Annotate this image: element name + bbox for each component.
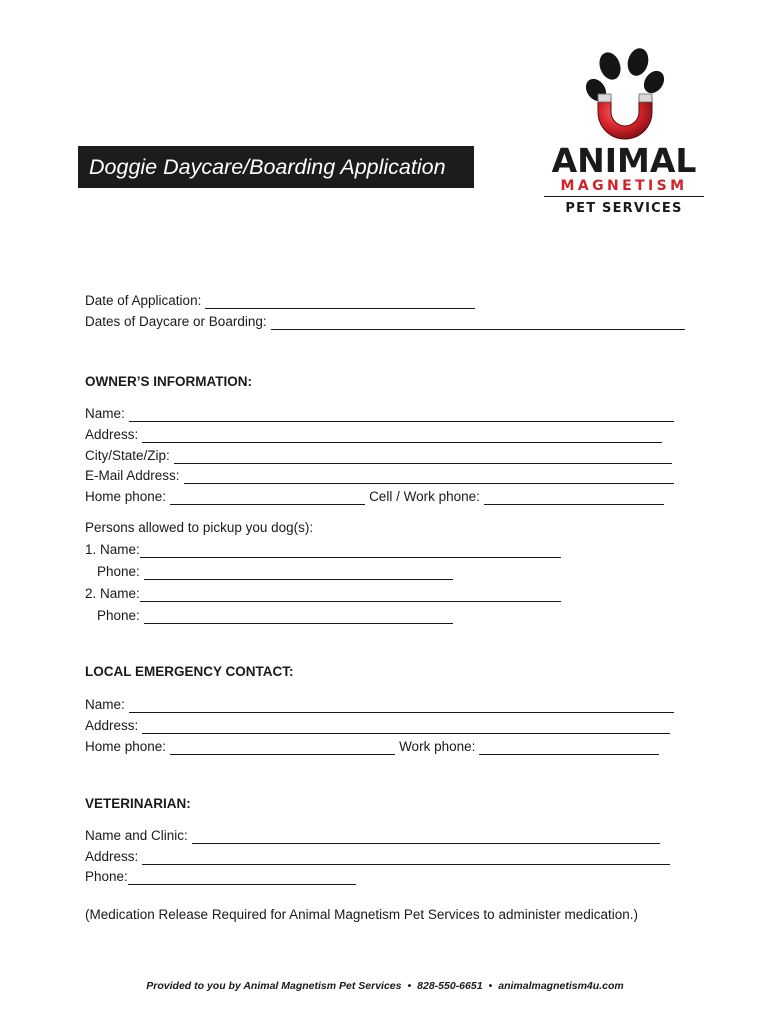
- vet-name-field[interactable]: [192, 830, 660, 844]
- owner-home-phone-field[interactable]: [170, 491, 365, 505]
- dates-of-care-label: Dates of Daycare or Boarding:: [85, 314, 267, 329]
- emergency-work-phone-field[interactable]: [479, 741, 659, 755]
- footer-bullet-2: •: [488, 980, 493, 992]
- form-title: Doggie Daycare/Boarding Application: [78, 146, 474, 188]
- vet-phone-row: [85, 868, 356, 885]
- emergency-address-row: [85, 717, 670, 734]
- vet-name-label: Name and Clinic:: [85, 828, 188, 843]
- footer-phone: 828-550-6651: [417, 980, 483, 992]
- owner-name-label: Name:: [85, 406, 125, 421]
- owner-city-label: City/State/Zip:: [85, 448, 170, 463]
- emergency-address-label: Address:: [85, 718, 139, 733]
- vet-phone-field[interactable]: [128, 871, 356, 885]
- pickup-name2-field[interactable]: [140, 588, 561, 602]
- vet-address-row: [85, 848, 670, 865]
- emergency-home-phone-field[interactable]: [170, 741, 395, 755]
- owner-heading: OWNER’S INFORMATION:: [85, 374, 252, 389]
- brand-tagline: PET SERVICES: [565, 201, 683, 216]
- owner-name-field[interactable]: [129, 408, 674, 422]
- vet-address-label: Address:: [85, 849, 139, 864]
- pickup-name2-label: 2. Name:: [85, 586, 140, 601]
- owner-name-row: [85, 405, 674, 422]
- vet-address-field[interactable]: [142, 851, 670, 865]
- emergency-name-field[interactable]: [129, 699, 674, 713]
- owner-city-row: [85, 447, 672, 464]
- owner-address-row: [85, 426, 662, 443]
- emergency-phone-row: [85, 738, 659, 755]
- owner-address-field[interactable]: [142, 429, 662, 443]
- pickup-name1-field[interactable]: [140, 544, 561, 558]
- pickup-phone1-label: Phone:: [97, 564, 140, 579]
- pickup-phone1-field[interactable]: [144, 566, 453, 580]
- pickup-heading-row: [85, 519, 313, 536]
- brand-name: ANIMAL: [551, 141, 697, 180]
- pickup-name1-row: [85, 541, 561, 558]
- date-of-application-label: Date of Application:: [85, 293, 202, 308]
- vet-heading: VETERINARIAN:: [85, 796, 191, 811]
- date-of-application-field[interactable]: [205, 295, 475, 309]
- owner-address-label: Address:: [85, 427, 139, 442]
- emergency-name-label: Name:: [85, 697, 125, 712]
- footer-bullet-1: •: [407, 980, 412, 992]
- owner-email-label: E-Mail Address:: [85, 468, 180, 483]
- pickup-phone2-row: [85, 607, 453, 624]
- pickup-name1-label: 1. Name:: [85, 542, 140, 557]
- vet-name-row: [85, 827, 660, 844]
- emergency-home-phone-label: Home phone:: [85, 739, 167, 754]
- emergency-name-row: [85, 696, 674, 713]
- owner-cell-phone-field[interactable]: [484, 491, 664, 505]
- pickup-phone1-row: [85, 563, 453, 580]
- vet-phone-label: Phone:: [85, 869, 128, 884]
- owner-email-row: [85, 467, 674, 484]
- emergency-work-phone-label: Work phone:: [399, 739, 476, 754]
- emergency-address-field[interactable]: [142, 720, 670, 734]
- owner-email-field[interactable]: [184, 470, 674, 484]
- medication-note-row: [85, 906, 638, 923]
- owner-phone-row: [85, 488, 664, 505]
- date-of-application-row: [85, 292, 475, 309]
- footer-website[interactable]: animalmagnetism4u.com: [498, 980, 624, 992]
- owner-home-phone-label: Home phone:: [85, 489, 167, 504]
- medication-note: (Medication Release Required for Animal Magnetism Pet Services to administer medication.): [85, 907, 638, 922]
- footer: [0, 980, 770, 992]
- brand-subname: MAGNETISM: [560, 178, 688, 194]
- brand-divider: [544, 196, 704, 197]
- pickup-heading: Persons allowed to pickup you dog(s):: [85, 520, 314, 535]
- footer-provided: Provided to you by Animal Magnetism Pet Services: [146, 980, 402, 992]
- pickup-phone2-field[interactable]: [144, 610, 453, 624]
- dates-of-care-row: [85, 313, 685, 330]
- pickup-name2-row: [85, 585, 561, 602]
- owner-city-field[interactable]: [174, 450, 672, 464]
- owner-cell-phone-label: Cell / Work phone:: [369, 489, 480, 504]
- dates-of-care-field[interactable]: [271, 316, 685, 330]
- emergency-heading: LOCAL EMERGENCY CONTACT:: [85, 664, 294, 679]
- pickup-phone2-label: Phone:: [97, 608, 140, 623]
